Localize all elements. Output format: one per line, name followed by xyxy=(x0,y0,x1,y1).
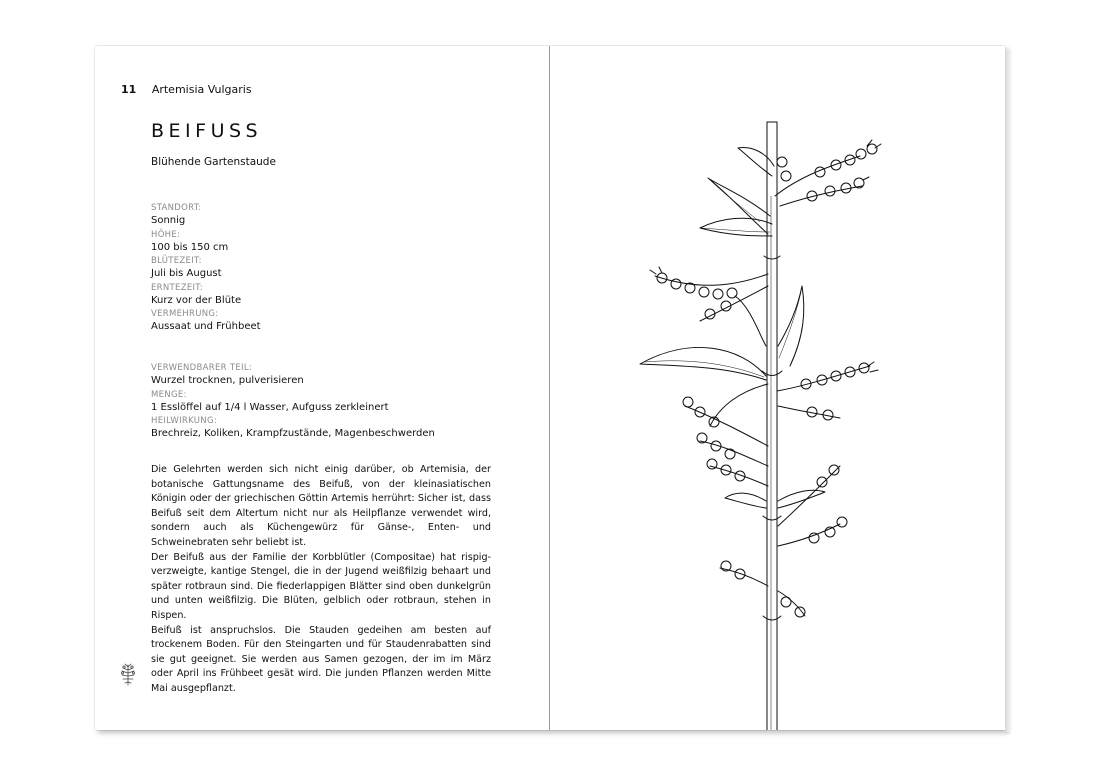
info-label: MENGE: xyxy=(151,389,187,400)
body-paragraph: Der Beifuß aus der Familie der Korbblütler (Compositae) hat rispig-verzweigte, kantige Stengel, die in der Jugend weißfilzig behaart und später rotbraun sind. Die fiederlappigen Blätter sind oben dunkelgrün und unten weißfilzig. Die Blüten, gelblich oder rotbraun, stehen in Rispen. xyxy=(151,551,491,621)
book-spread xyxy=(95,46,1005,730)
info-value: Juli bis August xyxy=(151,268,222,279)
info-label: ERNTEZEIT: xyxy=(151,282,204,293)
info-value: Aussaat und Frühbeet xyxy=(151,321,261,332)
info-value: 100 bis 150 cm xyxy=(151,241,229,253)
info-label: HEILWIRKUNG: xyxy=(151,416,218,426)
body-text xyxy=(151,463,491,697)
info-label: VERMEHRUNG: xyxy=(151,309,219,319)
growing-info xyxy=(151,202,531,335)
body-paragraph: Beifuß ist anspruchslos. Die Stauden gedeihen am besten auf trockenem Boden. Für den Steingarten und für Staudenrabatten sind sie gut geeignet. Sie werden aus Samen gezogen, der im im März oder April ins Frühbeet gesät wird. Die junden Pflanzen werden Mitte Mai ausgepflanzt. xyxy=(151,624,491,694)
usage-info xyxy=(151,362,531,442)
page-subtitle: Blühende Gartenstaude xyxy=(151,156,276,168)
info-value: Wurzel trocknen, pulverisieren xyxy=(151,375,304,386)
leaf-sprig-icon xyxy=(119,662,137,686)
info-value: Sonnig xyxy=(151,215,186,226)
info-label: STANDORT: xyxy=(151,203,202,213)
info-label: BLÜTEZEIT: xyxy=(151,256,202,266)
body-paragraph: Die Gelehrten werden sich nicht einig darüber, ob Artemisia, der botanische Gattungsname des Beifuß, von der kleinasiatischen Königin oder der griechischen Göttin Artemis herrührt: Sicher ist, dass Beifuß seit dem Altertum nicht nur als Heilpflanze verwendet wird, sondern auch als Küchengewürz für Gänse-, Enten- und Schweinebraten sehr beliebt ist. xyxy=(151,464,491,548)
info-label: HÖHE: xyxy=(151,229,181,240)
mugwort-plant-illustration xyxy=(550,46,1005,730)
page-number: 11 xyxy=(121,83,137,96)
running-head xyxy=(121,83,252,96)
info-value: 1 Esslöffel auf 1/4 l Wasser, Aufguss zerkleinert xyxy=(151,401,389,413)
running-title: Artemisia Vulgaris xyxy=(151,83,252,96)
left-page xyxy=(95,46,549,730)
info-label: VERWENDBARER TEIL: xyxy=(151,363,253,373)
info-value: Brechreiz, Koliken, Krampfzustände, Magenbeschwerden xyxy=(151,428,435,439)
page-title: BEIFUSS xyxy=(151,120,263,142)
right-page xyxy=(550,46,1005,730)
info-value: Kurz vor der Blüte xyxy=(151,294,242,306)
